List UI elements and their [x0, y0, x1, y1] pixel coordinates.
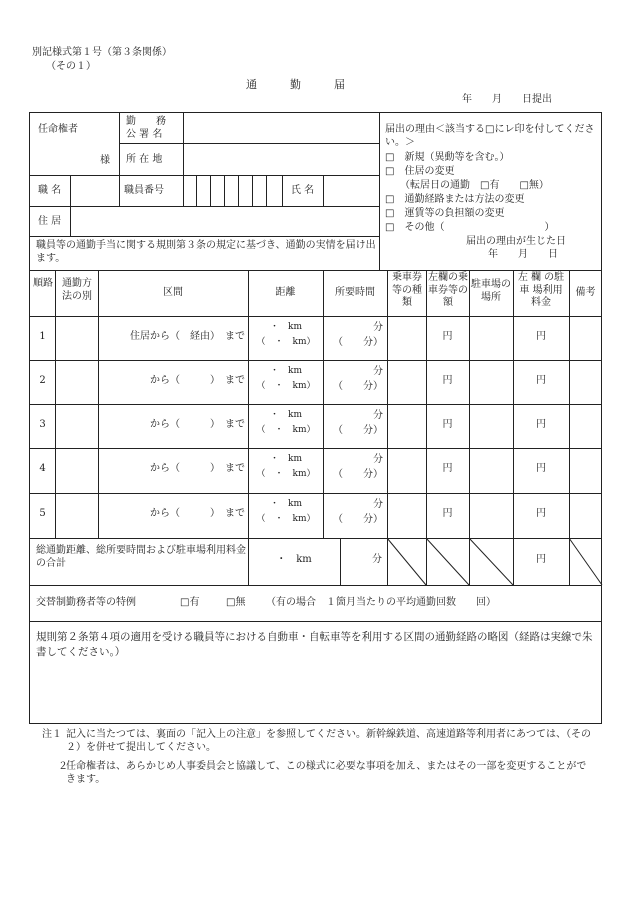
row-min[interactable]: 分	[373, 410, 383, 421]
note1-label: 注１	[42, 729, 62, 740]
total-label: 総通勤距離、総所要時間および駐車場利用料金の合計	[36, 545, 246, 569]
row-parking-yen[interactable]: 円	[536, 508, 546, 519]
row-km-alt[interactable]: （ ・ km）	[256, 381, 316, 391]
note2: 任命権者は、あらかじめ人事委員会と協議して、この様式に必要な事項を加え、またはその一部を変更することができます。	[66, 761, 587, 785]
row-km[interactable]: ・ km	[270, 366, 302, 376]
th-remarks: 備考	[575, 287, 596, 298]
row-min[interactable]: 分	[373, 366, 383, 377]
reason-date-label: 届出の理由が生じた日	[466, 236, 566, 247]
address-label: 所 在 地	[126, 154, 163, 165]
row-no: 4	[39, 463, 46, 474]
row-no: 3	[39, 419, 46, 430]
th-distance: 距離	[275, 287, 296, 298]
row-ticket-yen[interactable]: 円	[442, 463, 453, 474]
job-title-label: 職 名	[38, 185, 62, 196]
row-km-alt[interactable]: （ ・ km）	[256, 469, 316, 479]
route-map-note: 規則第２条第４項の適用を受ける職員等における自動車・自転車等を利用する区間の通勤経路の略図（経路は実線で朱書してください。）	[36, 631, 593, 659]
th-ticket-amount: 左欄の乗車券等の額	[428, 272, 468, 308]
row-parking-yen[interactable]: 円	[536, 463, 546, 474]
th-time: 所要時間	[335, 287, 375, 298]
th-parking-place: 駐車場の場所	[471, 279, 511, 303]
reason-option-moving-day[interactable]: （転居日の通勤 □有 □無）	[395, 180, 549, 191]
row-section[interactable]: から（ ） まで	[150, 508, 245, 519]
route-map-area[interactable]	[32, 660, 600, 722]
reason-date[interactable]: 年 月 日	[488, 249, 558, 260]
form-title: 通 勤 届	[246, 78, 345, 91]
row-min[interactable]: 分	[373, 322, 383, 333]
row-km[interactable]: ・ km	[270, 499, 302, 509]
th-method: 通勤方法の別	[62, 278, 92, 302]
row-min-alt[interactable]: （ 分）	[333, 469, 383, 480]
row-section[interactable]: から（ ） まで	[150, 463, 245, 474]
row-parking-yen[interactable]: 円	[536, 419, 546, 430]
residence-label: 住 居	[38, 216, 62, 227]
row-min[interactable]: 分	[373, 454, 383, 465]
note2-label: ２	[58, 761, 68, 772]
row-km-alt[interactable]: （ ・ km）	[256, 337, 316, 347]
row-min[interactable]: 分	[373, 499, 383, 510]
statement: 職員等の通勤手当に関する規則第３条の規定に基づき、通勤の実情を届け出ます。	[36, 240, 376, 264]
th-ticket-type: 乗車券等の種類	[392, 272, 422, 308]
row-parking-yen[interactable]: 円	[536, 331, 546, 342]
row-ticket-yen[interactable]: 円	[442, 419, 453, 430]
row-no: 2	[39, 375, 46, 386]
row-no: 1	[39, 331, 46, 342]
reason-option-fare[interactable]: □ 運賃等の負担額の変更	[385, 208, 505, 219]
row-km[interactable]: ・ km	[270, 410, 302, 420]
th-section: 区間	[163, 287, 183, 298]
row-min-alt[interactable]: （ 分）	[333, 425, 383, 436]
row-ticket-yen[interactable]: 円	[442, 508, 453, 519]
reason-option-other[interactable]: □ その他（ ）	[385, 222, 555, 233]
total-km[interactable]: ・ km	[276, 554, 312, 565]
reason-intro: 届出の理由＜該当する□にレ印を付してください。＞	[385, 124, 595, 148]
row-km[interactable]: ・ km	[270, 454, 302, 464]
row-km-alt[interactable]: （ ・ km）	[256, 425, 316, 435]
row-parking-yen[interactable]: 円	[536, 375, 546, 386]
form-part: （その１）	[46, 61, 96, 72]
office-label: 勤 務 公 署 名	[126, 116, 166, 140]
shift-yes-checkbox[interactable]: □有	[180, 597, 200, 608]
row-min-alt[interactable]: （ 分）	[333, 514, 383, 525]
shift-no-checkbox[interactable]: □無	[226, 597, 246, 608]
row-section[interactable]: から（ ） まで	[150, 375, 245, 386]
row-min-alt[interactable]: （ 分）	[333, 337, 383, 348]
row-km-alt[interactable]: （ ・ km）	[256, 514, 316, 524]
reason-option-route[interactable]: □ 通勤経路または方法の変更	[385, 194, 525, 205]
row-ticket-yen[interactable]: 円	[442, 331, 453, 342]
row-km[interactable]: ・ km	[270, 322, 302, 332]
shift-note: （有の場合 １箇月当たりの平均通勤回数 回）	[266, 597, 496, 608]
reason-option-residence[interactable]: □ 住居の変更	[385, 166, 455, 177]
row-ticket-yen[interactable]: 円	[442, 375, 453, 386]
total-min[interactable]: 分	[372, 554, 382, 565]
form-number: 別記様式第１号（第３条関係）	[32, 47, 172, 58]
submission-date[interactable]: 年 月 日提出	[462, 94, 552, 105]
row-min-alt[interactable]: （ 分）	[333, 381, 383, 392]
shift-label: 交替制勤務者等の特例	[36, 597, 136, 608]
note1: 記入に当たつては、裏面の「記入上の注意」を参照してください。新幹線鉄道、高速道路等利用者にあつては、（その２）を併せて提出してください。	[66, 729, 591, 753]
appointer-label: 任命権者	[38, 124, 78, 135]
honorific: 様	[100, 155, 110, 166]
total-yen[interactable]: 円	[536, 554, 546, 565]
th-parking-fee: 左 欄 の駐 車 場利用料金	[517, 272, 565, 308]
row-no: 5	[39, 508, 46, 519]
th-route-no: 順路	[33, 278, 53, 289]
staff-no-label: 職員番号	[124, 185, 164, 196]
name-label: 氏 名	[291, 185, 315, 196]
reason-option-new[interactable]: □ 新規（異動等を含む。）	[385, 152, 510, 163]
row-section[interactable]: 住居から（ 経由） まで	[130, 331, 245, 342]
row-section[interactable]: から（ ） まで	[150, 419, 245, 430]
